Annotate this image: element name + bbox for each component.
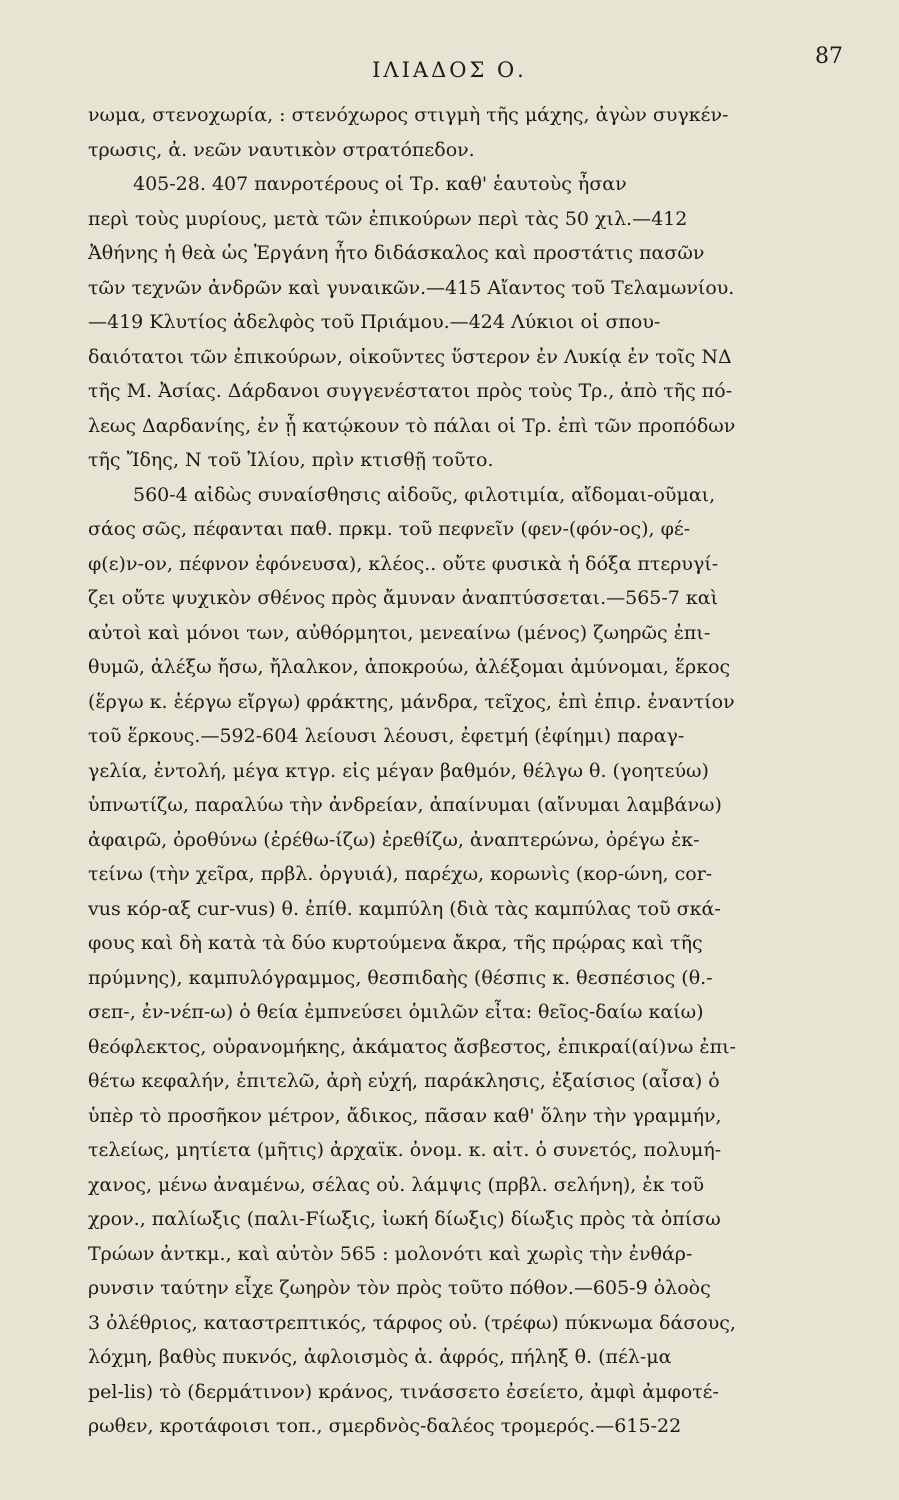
text-line: φους καὶ δὴ κατὰ τὰ δύο κυρτούμενα ἄκρα, τῆς πρῴρας καὶ τῆς	[88, 932, 703, 954]
text-line: τρωσις, ἀ. νεῶν ναυτικὸν στρατόπεδον.	[88, 138, 475, 161]
text-line: χανος, μένω ἀναμένω, σέλας οὐ. λάμψις (πρβλ. σελήνη), ἐκ τοῦ	[88, 1173, 704, 1196]
text-line: θεόφλεκτος, οὐρανομήκης, ἀκάματος ἄσβεστος, ἐπικραί(αί)νω ἐπι-	[88, 1035, 736, 1058]
running-header: ΙΛΙΑΔΟΣ Ο.	[372, 58, 527, 82]
text-line: Τρώων ἀντκμ., καὶ αὐτὸν 565 : μολονότι καὶ χωρὶς τὴν ἐνθάρ-	[88, 1242, 693, 1265]
text-line: περὶ τοὺς μυρίους, μετὰ τῶν ἐπικούρων περὶ τὰς 50 χιλ.—412	[88, 207, 688, 230]
text-line: λεως Δαρδανίης, ἐν ᾗ κατῴκουν τὸ πάλαι οἱ Τρ. ἐπὶ τῶν προπόδων	[88, 414, 736, 437]
text-line: ὑπνωτίζω, παραλύω τὴν ἀνδρείαν, ἀπαίνυμαι (αἴνυμαι λαμβάνω)	[88, 794, 722, 816]
text-line: σεπ-, ἐν-νέπ-ω) ὁ θεία ἐμπνεύσει ὁμιλῶν εἶτα: θεῖος-δαίω καίω)	[88, 1001, 704, 1023]
text-line: γελία, ἐντολή, μέγα κτγρ. εἰς μέγαν βαθμόν, θέλγω θ. (γοητεύω)	[88, 759, 709, 782]
text-line: —419 Κλυτίος ἀδελφὸς τοῦ Πριάμου.—424 Λύκιοι οἱ σπου-	[88, 311, 661, 333]
section-heading-line: 405-28. 407 πανροτέρους οἱ Τρ. καθ' ἑαυτοὺς ἦσαν	[133, 173, 627, 195]
text-line: τελείως, μητίετα (μῆτις) ἀρχαϊκ. ὀνομ. κ. αἰτ. ὁ συνετός, πολυμή-	[88, 1139, 722, 1161]
text-line: Ἀθήνης ἡ θεὰ ὡς Ἐργάνη ἦτο διδάσκαλος καὶ προστάτις πασῶν	[88, 242, 705, 264]
commentary-text	[88, 98, 858, 1444]
text-line: θέτω κεφαλήν, ἐπιτελῶ, ἀρὴ εὐχή, παράκλησις, ἐξαίσιος (αἶσα) ὁ	[88, 1070, 720, 1092]
text-line: τοῦ ἕρκους.—592-604 λείουσι λέουσι, ἐφετμή (ἐφίημι) παραγ-	[88, 725, 685, 747]
text-line: νωμα, στενοχωρία, : στενόχωρος στιγμὴ τῆς μάχης, ἀγὼν συγκέν-	[88, 104, 729, 126]
text-line: χρον., παλίωξις (παλι-Fίωξις, ἰωκή δίωξις) δίωξις πρὸς τὰ ὀπίσω	[88, 1208, 721, 1230]
text-line: ζει οὔτε ψυχικὸν σθένος πρὸς ἄμυναν ἀναπτύσσεται.—565-7 καὶ	[88, 587, 719, 609]
text-line: pel-lis) τὸ (δερμάτινον) κράνος, τινάσσετο ἐσείετο, ἀμφὶ ἀμφοτέ-	[88, 1380, 719, 1403]
text-line: τῆς Ἴδης, Ν τοῦ Ἰλίου, πρὶν κτισθῇ τοῦτο.	[88, 449, 494, 471]
text-line: τῶν τεχνῶν ἀνδρῶν καὶ γυναικῶν.—415 Αἴαντος τοῦ Τελαμωνίου.	[88, 276, 735, 299]
text-line: αὐτοὶ καὶ μόνοι των, αὐθόρμητοι, μενεαίνω (μένος) ζωηρῶς ἐπι-	[88, 621, 711, 644]
text-line: σάος σῶς, πέφανται παθ. πρκμ. τοῦ πεφνεῖν (φεν-(φόν-ος), φέ-	[88, 518, 691, 540]
paragraph-start-line: 560-4 αἰδὼς συναίσθησις αἰδοῦς, φιλοτιμία, αἴδομαι-οῦμαι,	[133, 483, 716, 506]
page-number: 87	[815, 44, 843, 69]
text-line: 3 ὀλέθριος, καταστρεπτικός, τάρφος οὐ. (τρέφω) πύκνωμα δάσους,	[88, 1311, 736, 1334]
text-line: τῆς Μ. Ἀσίας. Δάρδανοι συγγενέστατοι πρὸς τοὺς Τρ., ἀπὸ τῆς πό-	[88, 380, 733, 402]
text-line: πρύμνης), καμπυλόγραμμος, θεσπιδαὴς (θέσπις κ. θεσπέσιος (θ.-	[88, 966, 713, 989]
text-line: τείνω (τὴν χεῖρα, πρβλ. ὀργυιά), παρέχω, κορωνὶς (κορ-ώνη, cor-	[88, 863, 713, 885]
text-line: δαιότατοι τῶν ἐπικούρων, οἰκοῦντες ὕστερον ἐν Λυκίᾳ ἐν τοῖς ΝΔ	[88, 345, 732, 368]
text-line: ρυνσιν ταύτην εἶχε ζωηρὸν τὸν πρὸς τοῦτο πόθον.—605-9 ὀλοὸς	[88, 1277, 711, 1299]
text-line: φ(ε)ν-ον, πέφνον ἐφόνευσα), κλέος.. οὔτε φυσικὰ ἡ δόξα πτερυγί-	[88, 552, 719, 575]
text-line: λόχμη, βαθὺς πυκνός, ἀφλοισμὸς ἀ. ἀφρός, πήληξ θ. (πέλ-μα	[88, 1346, 672, 1368]
text-line: ρωθεν, κροτάφοισι τοπ., σμερδνὸς-δαλέος τρομερός.—615-22	[88, 1415, 682, 1437]
text-line: (ἕργω κ. ἑέργω εἴργω) φράκτης, μάνδρα, τεῖχος, ἐπὶ ἐπιρ. ἐναντίον	[88, 690, 735, 713]
text-line: θυμῶ, ἀλέξω ἤσω, ἤλαλκον, ἀποκρούω, ἀλέξομαι ἀμύνομαι, ἕρκος	[88, 656, 731, 678]
text-line: ἀφαιρῶ, ὀροθύνω (ἐρέθω-ίζω) ἐρεθίζω, ἀναπτερώνω, ὀρέγω ἐκ-	[88, 828, 700, 851]
text-line: ὑπὲρ τὸ προσῆκον μέτρον, ἄδικος, πᾶσαν καθ' ὅλην τὴν γραμμήν,	[88, 1104, 722, 1127]
text-line: vus κόρ-αξ cur-vus) θ. ἐπίθ. καμπύλη (διὰ τὰς καμπύλας τοῦ σκά-	[88, 897, 721, 920]
